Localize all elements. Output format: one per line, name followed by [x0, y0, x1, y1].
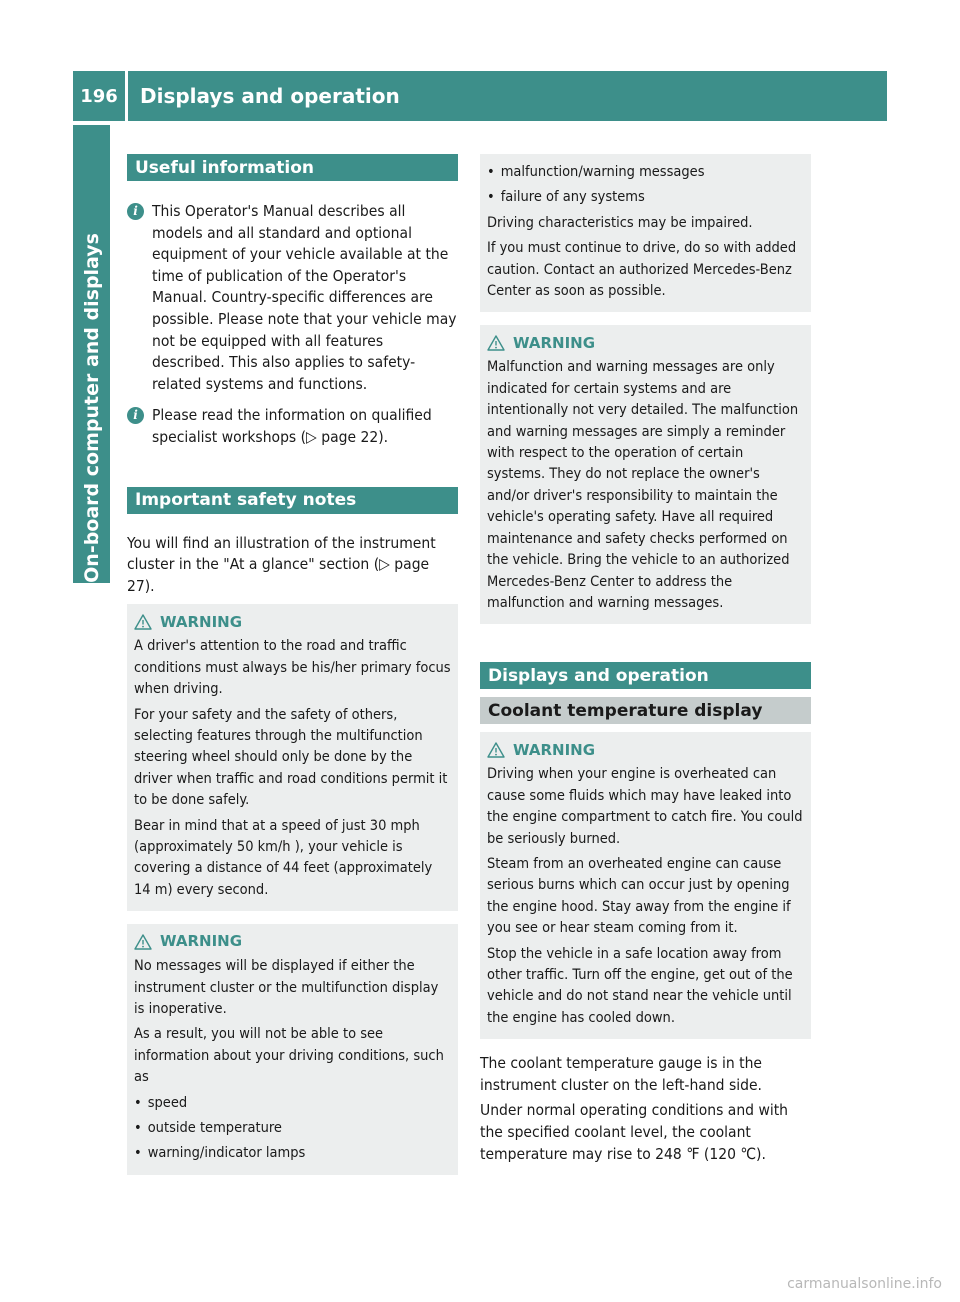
warning-triangle-icon — [134, 934, 152, 950]
info-icon: i — [127, 407, 144, 424]
info-note-2-text: Please read the information on qualified specialist workshops (▷ page 22). — [152, 406, 432, 446]
list-item: • speed — [134, 1094, 188, 1111]
warning-box-4 — [480, 732, 811, 1039]
warning-3-p1: Malfunction and warning messages are only indicated for certain systems and are intentionally not very detailed. The malfunction and warning messages are simply a reminder with respect to the operation of certain systems. They do not replace the owner's and/or driver's responsibility to maintain the vehicle's operating safety. Have all required maintenance and safety checks performed on the vehicle. Bring the vehicle to an authorized Mercedes-Benz Center to address the malfunction and warning messages. — [487, 359, 799, 611]
warning-label — [487, 740, 804, 760]
warning-box-continued — [480, 154, 811, 312]
right-column — [480, 154, 811, 1165]
coolant-p1: The coolant temperature gauge is in the instrument cluster on the left-hand side. — [480, 1054, 762, 1094]
list-item: • warning/indicator lamps — [134, 1145, 306, 1162]
warning-box-3 — [480, 325, 811, 624]
warning-label-text: WARNING — [513, 333, 596, 352]
side-tab-label: On-board computer and displays — [80, 233, 103, 583]
coolant-p2: Under normal operating conditions and with the specified coolant level, the coolant temperature may rise to 248 ℉ (120 ℃). — [480, 1101, 789, 1163]
coolant-heading: Coolant temperature display — [480, 697, 811, 724]
list-item: • malfunction/warning messages — [487, 164, 705, 180]
warning-label-text: WARNING — [160, 612, 243, 631]
page-title: Displays and operation — [140, 84, 400, 108]
warning-label — [134, 932, 451, 952]
warning-triangle-icon — [487, 335, 505, 351]
cont-p1: Driving characteristics may be impaired. — [487, 214, 753, 231]
info-note-2 — [127, 405, 458, 448]
warning-triangle-icon — [134, 614, 152, 630]
watermark: carmanualsonline.info — [787, 1276, 942, 1292]
warning-box-1 — [127, 604, 458, 911]
safety-heading: Important safety notes — [127, 487, 458, 514]
safety-intro: You will find an illustration of the instrument cluster in the "At a glance" section (▷ page 27). — [127, 533, 436, 595]
warning-triangle-icon — [487, 742, 505, 758]
warning-1-p3: Bear in mind that at a speed of just 30 mph (approximately 50 km/h ), your vehicle is covering a distance of 44 feet (approximately 14 m) every second. — [134, 817, 433, 898]
warning-4-p1: Driving when your engine is overheated can cause some fluids which may have leaked into the engine compartment to catch fire. You could be seriously burned. — [487, 766, 803, 847]
warning-4-p3: Stop the vehicle in a safe location away from other traffic. Turn off the engine, get out of the vehicle and do not stand near the vehicle until the engine has cooled down. — [487, 945, 793, 1026]
info-note-1 — [127, 201, 458, 395]
info-icon: i — [127, 203, 144, 220]
warning-label-text: WARNING — [160, 932, 243, 951]
warning-4-p2: Steam from an overheated engine can cause serious burns which can occur just by opening the engine hood. Stay away from the engine if you see or hear steam coming from it. — [487, 855, 791, 937]
displays-heading: Displays and operation — [480, 662, 811, 689]
warning-1-p2: For your safety and the safety of others, selecting features through the multifunction steering wheel should only be done by the driver when traffic and road conditions permit it to be done safely. — [134, 706, 448, 809]
page-number: 196 — [80, 85, 118, 107]
useful-info-heading: Useful information — [127, 154, 458, 181]
warning-label-text: WARNING — [513, 740, 596, 759]
warning-box-2 — [127, 924, 458, 1175]
warning-2-p1: No messages will be displayed if either the instrument cluster or the multifunction display is inoperative. — [134, 958, 439, 1017]
list-item: • failure of any systems — [487, 189, 645, 206]
warning-1-p1: A driver's attention to the road and traffic conditions must always be his/her primary focus when driving. — [134, 638, 451, 698]
warning-2-p2: As a result, you will not be able to see information about your driving conditions, such as — [134, 1026, 444, 1086]
left-column — [127, 154, 458, 1175]
header-divider — [125, 71, 128, 121]
list-item: • outside temperature — [134, 1120, 282, 1137]
cont-p2: If you must continue to drive, do so with added caution. Contact an authorized Mercedes-Benz Center as soon as possible. — [487, 240, 797, 300]
warning-label — [487, 333, 804, 353]
side-tab-label-wrap — [73, 125, 110, 583]
info-note-1-text: This Operator's Manual describes all models and all standard and optional equipment of your vehicle available at the time of publication of the Operator's Manual. Country-specific differences are possible. Please note that your vehicle may not be equipped with all features described. This also applies to safety-related systems and functions. — [152, 202, 457, 393]
warning-label — [134, 612, 451, 632]
